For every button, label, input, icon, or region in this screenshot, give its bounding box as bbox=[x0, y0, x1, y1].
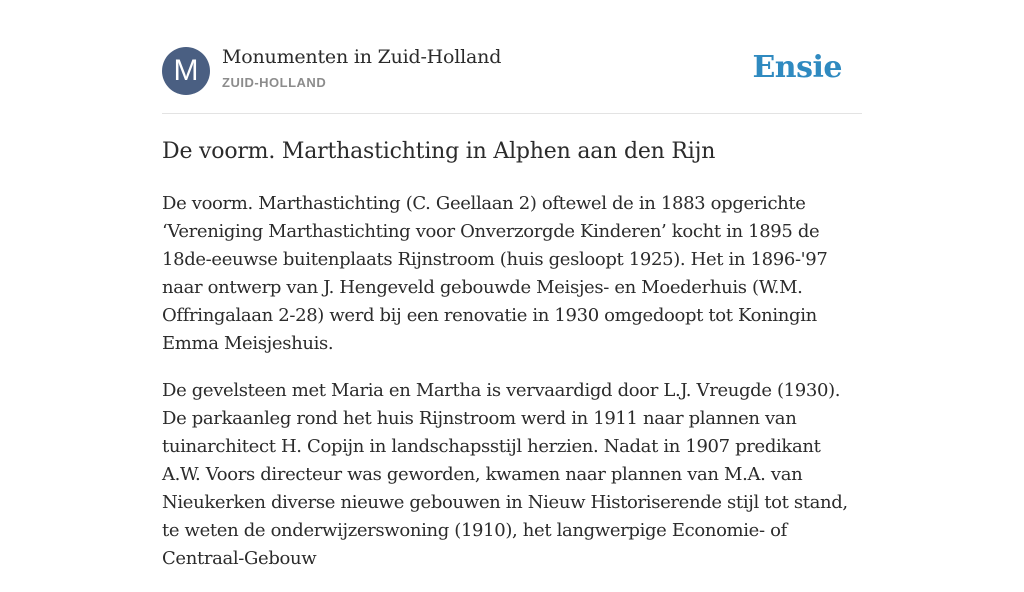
article-body bbox=[162, 190, 862, 592]
article-title: De voorm. Marthastichting in Alphen aan den Rijn bbox=[162, 139, 716, 164]
publication-subtitle: ZUID-HOLLAND bbox=[222, 75, 327, 90]
publication-header bbox=[162, 46, 862, 96]
header-divider bbox=[162, 113, 862, 114]
publication-name[interactable]: Monumenten in Zuid-Holland bbox=[222, 46, 502, 68]
article-paragraph: De voorm. Marthastichting (C. Geellaan 2) oftewel de in 1883 opgerichte ‘Vereniging Marthastichting voor Onverzorgde Kinderen’ kocht in 1895 de 18de-eeuwse buitenplaats Rijnstroom (huis gesloopt 1925). Het in 1896-'97 naar ontwerp van J. Hengeveld gebouwde Meisjes- en Moederhuis (W.M. Offringalaan 2-28) werd bij een renovatie in 1930 omgedoopt tot Koningin Emma Meisjeshuis. bbox=[162, 193, 828, 354]
article-paragraph: De gevelsteen met Maria en Martha is vervaardigd door L.J. Vreugde (1930). De parkaanleg rond het huis Rijnstroom werd in 1911 naar plannen van tuinarchitect H. Copijn in landschapsstijl herzien. Nadat in 1907 predikant A.W. Voors directeur was geworden, kwamen naar plannen van M.A. van Nieukerken diverse nieuwe gebouwen in Nieuw Historiserende stijl tot stand, te weten de onderwijzerswoning (1910), het langwerpige Economie- of Centraal-Gebouw bbox=[162, 380, 848, 569]
ensie-logo[interactable]: Ensie bbox=[752, 50, 842, 85]
avatar[interactable]: M bbox=[162, 47, 210, 95]
